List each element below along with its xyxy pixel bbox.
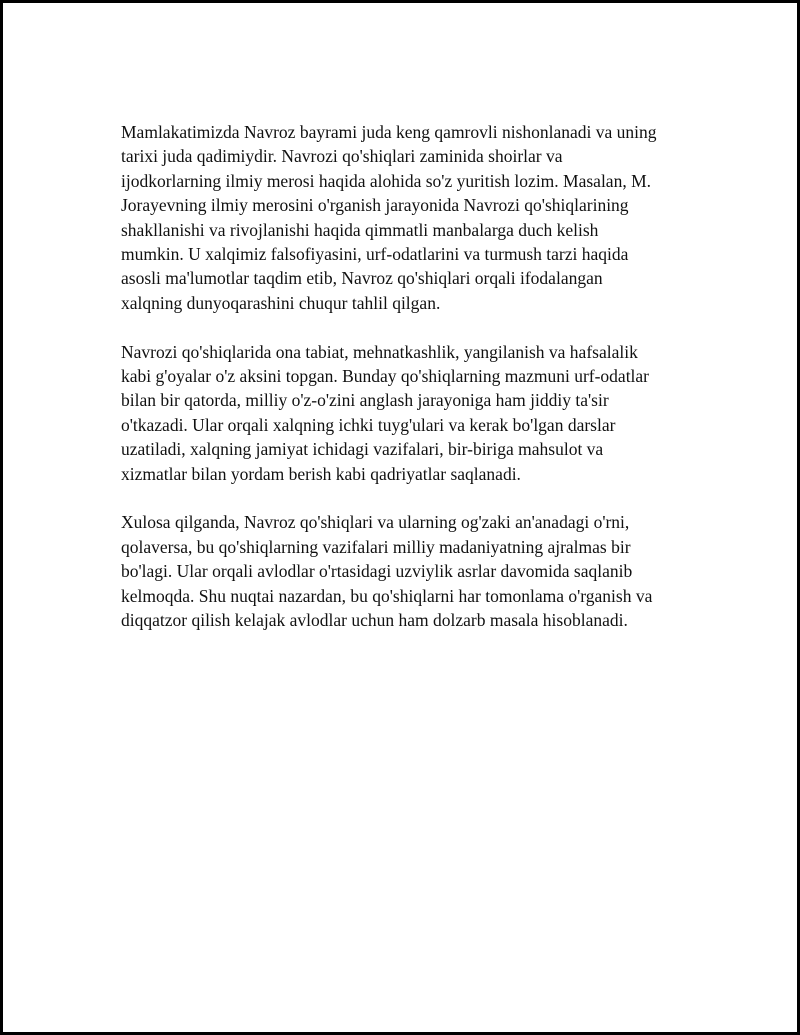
document-body bbox=[121, 120, 711, 657]
text-line: Navrozi qo'shiqlarida ona tabiat, mehnatkashlik, yangilanish va hafsalalik bbox=[121, 341, 638, 362]
text-line: xizmatlar bilan yordam berish kabi qadriyatlar saqlanadi. bbox=[121, 463, 521, 484]
text-line: shakllanishi va rivojlanishi haqida qimmatli manbalarga duch kelish bbox=[121, 219, 599, 240]
text-line: asosli ma'lumotlar taqdim etib, Navroz qo'shiqlari orqali ifodalangan bbox=[121, 268, 603, 289]
text-line: xalqning dunyoqarashini chuqur tahlil qilgan. bbox=[121, 292, 441, 313]
text-line: tarixi juda qadimiydir. Navrozi qo'shiqlari zaminida shoirlar va bbox=[121, 146, 563, 167]
text-line: Mamlakatimizda Navroz bayrami juda keng qamrovli nishonlanadi va uning bbox=[121, 122, 657, 142]
text-line: bilan bir qatorda, milliy o'z-o'zini anglash jarayoniga ham jiddiy ta'sir bbox=[121, 390, 609, 411]
text-line: diqqatzor qilish kelajak avlodlar uchun ham dolzarb masala hisoblanadi. bbox=[121, 610, 628, 631]
text-line: mumkin. U xalqimiz falsofiyasini, urf-odatlarini va turmush tarzi haqida bbox=[121, 244, 629, 265]
text-line: Jorayevning ilmiy merosini o'rganish jarayonida Navrozi qo'shiqlarining bbox=[121, 195, 629, 216]
text-line: ijodkorlarning ilmiy merosi haqida alohida so'z yuritish lozim. Masalan, M. bbox=[121, 170, 652, 191]
paragraph-2 bbox=[121, 340, 711, 486]
text-line: o'tkazadi. Ular orqali xalqning ichki tuyg'ulari va kerak bo'lgan darslar bbox=[121, 414, 616, 435]
text-line: qolaversa, bu qo'shiqlarning vazifalari milliy madaniyatning ajralmas bir bbox=[121, 536, 631, 557]
text-line: Xulosa qilganda, Navroz qo'shiqlari va ularning og'zaki an'anadagi o'rni, bbox=[121, 512, 630, 533]
text-line: kabi g'oyalar o'z aksini topgan. Bunday qo'shiqlarning mazmuni urf-odatlar bbox=[121, 366, 650, 387]
text-line: uzatiladi, xalqning jamiyat ichidagi vazifalari, bir-biriga mahsulot va bbox=[121, 439, 604, 460]
text-line: kelmoqda. Shu nuqtai nazardan, bu qo'shiqlarni har tomonlama o'rganish va bbox=[121, 585, 653, 606]
paragraph-1 bbox=[121, 120, 711, 315]
paragraph-3 bbox=[121, 510, 711, 632]
text-line: bo'lagi. Ular orqali avlodlar o'rtasidagi uzviylik asrlar davomida saqlanib bbox=[121, 561, 633, 582]
